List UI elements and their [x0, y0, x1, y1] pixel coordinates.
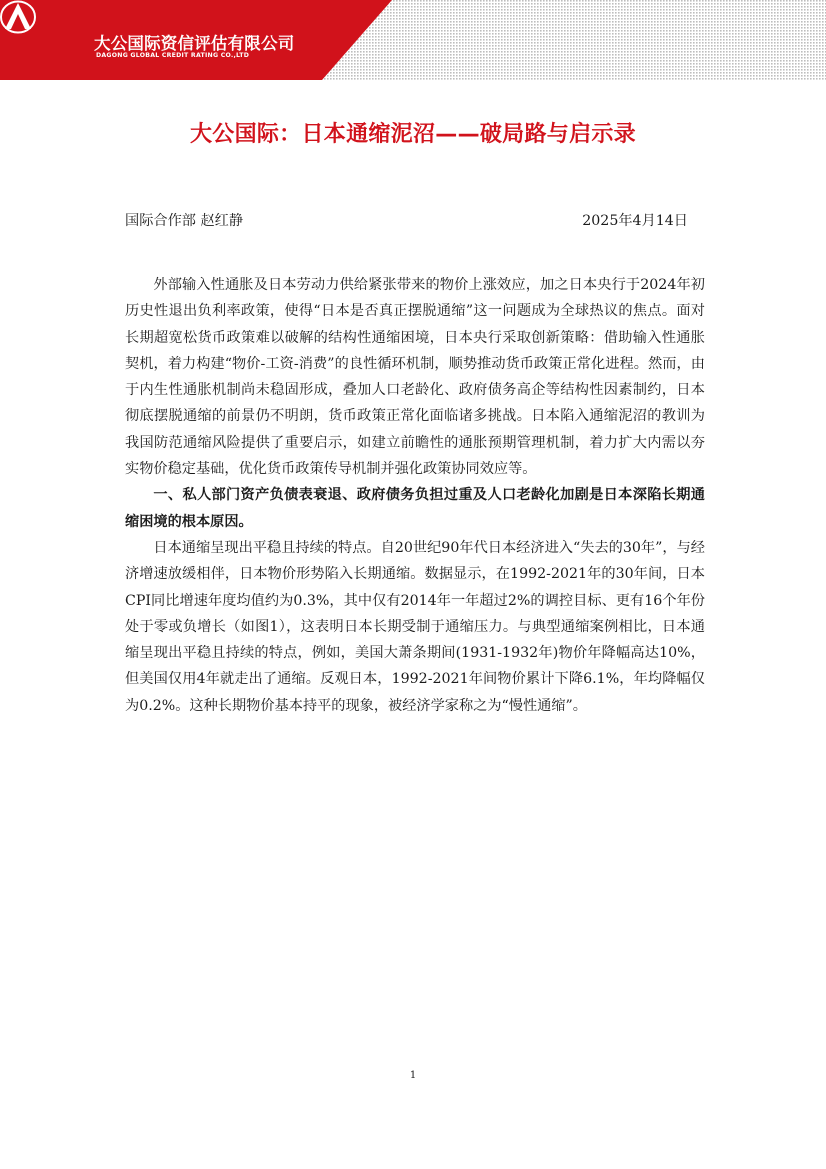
document-title: 大公国际：日本通缩泥沼——破局路与启示录 — [189, 122, 636, 147]
author: 国际合作部 赵红静 — [125, 213, 244, 229]
byline — [125, 210, 688, 230]
company-name-en: DAGONG GLOBAL CREDIT RATING CO.,LTD — [96, 52, 250, 59]
article-body — [125, 272, 705, 719]
section-heading: 一、私人部门资产负债表衰退、政府债务负担过重及人口老龄化加剧是日本深陷长期通缩困境的根本原因。 — [125, 487, 705, 530]
company-name-cn: 大公国际资信评估有限公司 — [94, 34, 295, 53]
dagong-logo-icon — [0, 0, 36, 34]
paragraph-body: 日本通缩呈现出平稳且持续的特点。自20世纪90年代日本经济进入“失去的30年”，与经济增速放缓相伴，日本物价形势陷入长期通缩。数据显示，在1992-2021年的30年间，日本CPI同比增速年度均值约为0.3%，其中仅有2014年一年超过2%的调控目标、更有16个年份处于零或负增长（如图1），这表明日本长期受制于通缩压力。与典型通缩案例相比，日本通缩呈现出平稳且持续的特点，例如，美国大萧条期间(1931-1932年)物价年降幅高达10%，但美国仅用4年就走出了通缩。反观日本，1992-2021年间物价累计下降6.1%，年均降幅仅为0.2%。这种长期物价基本持平的现象，被经济学家称之为“慢性通缩”。 — [125, 539, 705, 714]
letterhead-banner — [0, 0, 826, 80]
page-number: 1 — [409, 1070, 417, 1081]
publish-date: 2025年4月14日 — [582, 213, 688, 229]
paragraph-intro: 外部输入性通胀及日本劳动力供给紧张带来的物价上涨效应，加之日本央行于2024年初历史性退出负利率政策，使得“日本是否真正摆脱通缩”这一问题成为全球热议的焦点。面对长期超宽松货币政策难以破解的结构性通缩困境，日本央行采取创新策略：借助输入性通胀契机，着力构建“物价-工资-消费”的良性循环机制，顺势推动货币政策正常化进程。然而，由于内生性通胀机制尚未稳固形成，叠加人口老龄化、政府债务高企等结构性因素制约，日本彻底摆脱通缩的前景仍不明朗，货币政策正常化面临诸多挑战。日本陷入通缩泥沼的教训为我国防范通缩风险提供了重要启示，如建立前瞻性的通胀预期管理机制，着力扩大内需以夯实物价稳定基础，优化货币政策传导机制并强化政策协同效应等。 — [125, 277, 705, 478]
